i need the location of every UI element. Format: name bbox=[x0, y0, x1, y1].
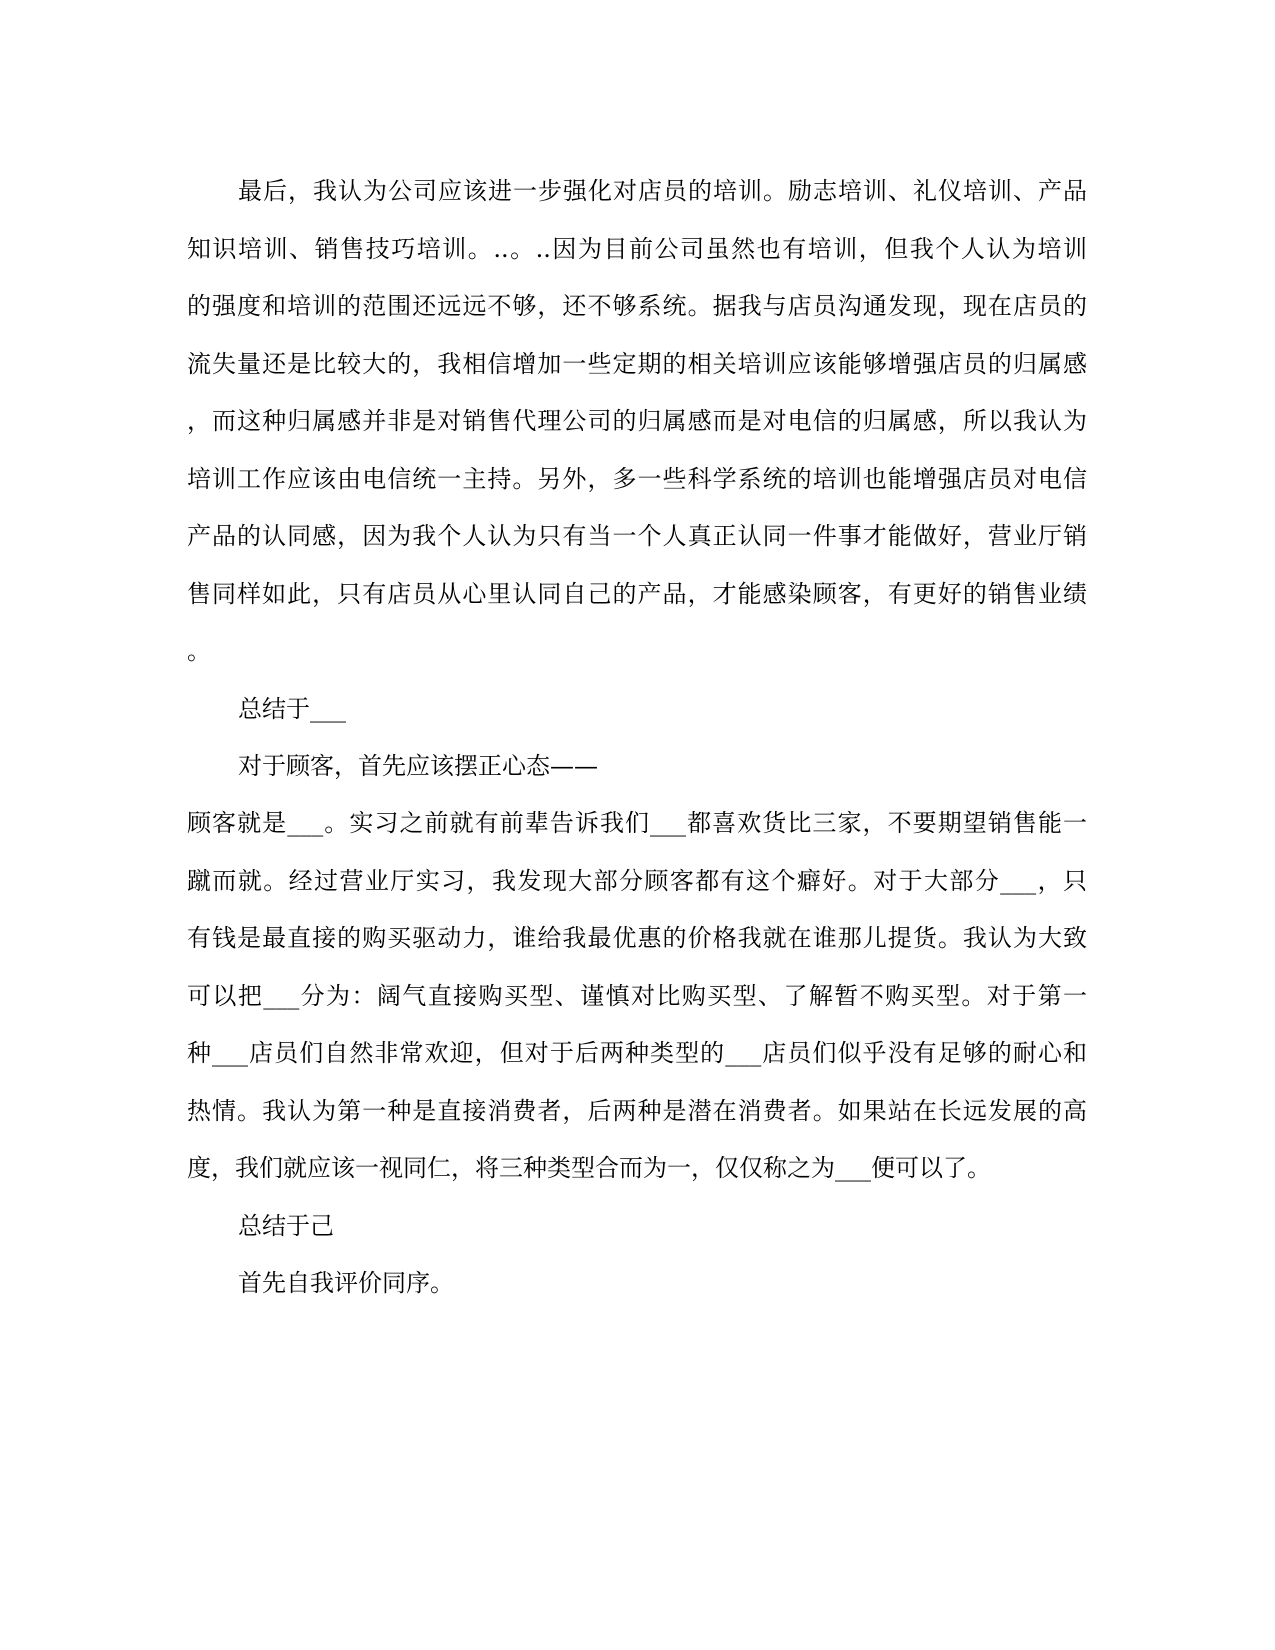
paragraph-line: 。 bbox=[187, 637, 211, 665]
paragraph-line: 流失量还是比较大的，我相信增加一些定期的相关培训应该能够增强店员的归属感 bbox=[187, 350, 1087, 378]
paragraph-line: 可以把___分为：阔气直接购买型、谨慎对比购买型、了解暂不购买型。对于第一 bbox=[187, 982, 1087, 1010]
paragraph-line: 的强度和培训的范围还远远不够，还不够系统。据我与店员沟通发现，现在店员的 bbox=[187, 292, 1087, 320]
paragraph-line: 有钱是最直接的购买驱动力，谁给我最优惠的价格我就在谁那儿提货。我认为大致 bbox=[187, 924, 1087, 952]
paragraph-line: 知识培训、销售技巧培训。..。..因为目前公司虽然也有培训，但我个人认为培训 bbox=[187, 235, 1087, 263]
paragraph-line: 产品的认同感，因为我个人认为只有当一个人真正认同一件事才能做好，营业厅销 bbox=[187, 522, 1087, 550]
paragraph-line: 培训工作应该由电信统一主持。另外，多一些科学系统的培训也能增强店员对电信 bbox=[187, 465, 1087, 493]
paragraph-line: 顾客就是___。实习之前就有前辈告诉我们___都喜欢货比三家，不要期望销售能一 bbox=[187, 809, 1087, 837]
paragraph-line: 热情。我认为第一种是直接消费者，后两种是潜在消费者。如果站在长远发展的高 bbox=[187, 1097, 1087, 1125]
paragraph-line: 售同样如此，只有店员从心里认同自己的产品，才能感染顾客，有更好的销售业绩 bbox=[187, 580, 1087, 608]
customer-intro-line: 对于顾客，首先应该摆正心态—— bbox=[238, 752, 598, 780]
paragraph-line: 度，我们就应该一视同仁，将三种类型合而为一，仅仅称之为___便可以了。 bbox=[187, 1154, 991, 1182]
self-intro-line: 首先自我评价同序。 bbox=[238, 1269, 454, 1297]
paragraph-line: ，而这种归属感并非是对销售代理公司的归属感而是对电信的归属感，所以我认为 bbox=[187, 407, 1087, 435]
section-heading-summary: 总结于___ bbox=[238, 695, 346, 723]
section-heading-self: 总结于己 bbox=[238, 1212, 334, 1240]
paragraph-line: 种___店员们自然非常欢迎，但对于后两种类型的___店员们似乎没有足够的耐心和 bbox=[187, 1039, 1087, 1067]
paragraph-line: 蹴而就。经过营业厅实习，我发现大部分顾客都有这个癖好。对于大部分___，只 bbox=[187, 867, 1087, 895]
paragraph-line: 最后，我认为公司应该进一步强化对店员的培训。励志培训、礼仪培训、产品 bbox=[238, 177, 1087, 205]
